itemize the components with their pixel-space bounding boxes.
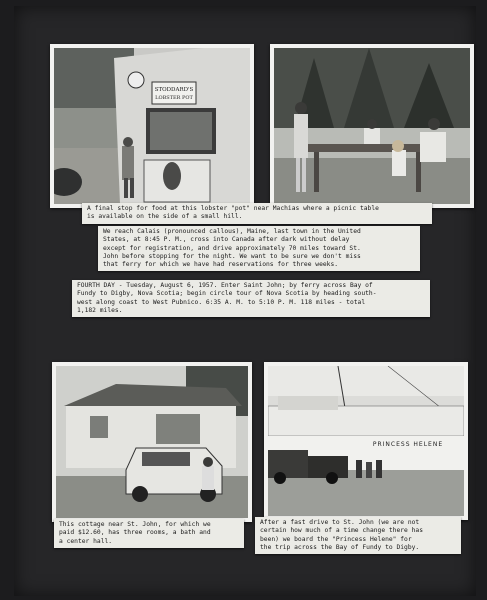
- stand-sign-line-1: STODDARD'S: [154, 87, 194, 93]
- ship-name-text: PRINCESS HELENE: [372, 441, 444, 448]
- caption-cottage: This cottage near St. John, for which we paid $12.60, has three rooms, a bath and a center hall.: [54, 519, 244, 548]
- caption-lobster-pot: A final stop for food at this lobster "pot" near Machias where a picnic table is available on the side of a small hill.: [82, 203, 432, 224]
- stand-sign-line-2: LOBSTER POT: [155, 95, 193, 101]
- photo-ferry-princess-helene: [264, 362, 468, 520]
- photo-cottage: [52, 362, 252, 522]
- photo-picnic-table: [270, 44, 474, 208]
- caption-ferry: After a fast drive to St. John (we are not certain how much of a time change there has been) we board the "Princess Helene" for the trip across the Bay of Fundy to Digby.: [255, 517, 461, 554]
- photo-lobster-pot-stand: [50, 44, 254, 208]
- caption-fourth-day: FOURTH DAY - Tuesday, August 6, 1957. Enter Saint John; by ferry across Bay of Fundy to Digby, Nova Scotia; begin circle tour of Nova Scotia by heading south- west along coast to West Pubnico. 6:35 A. M. to 5:10 P. M. 118 miles - total 1,182 miles.: [72, 280, 430, 317]
- caption-calais: We reach Calais (pronounced callous), Maine, last town in the United States, at 8:45 P. M., cross into Canada after dark without delay except for registration, and drive approximately 70 miles toward St. John before stopping for the night. We want to be sure we don't miss that ferry for which we have had reservations for three weeks.: [98, 226, 420, 271]
